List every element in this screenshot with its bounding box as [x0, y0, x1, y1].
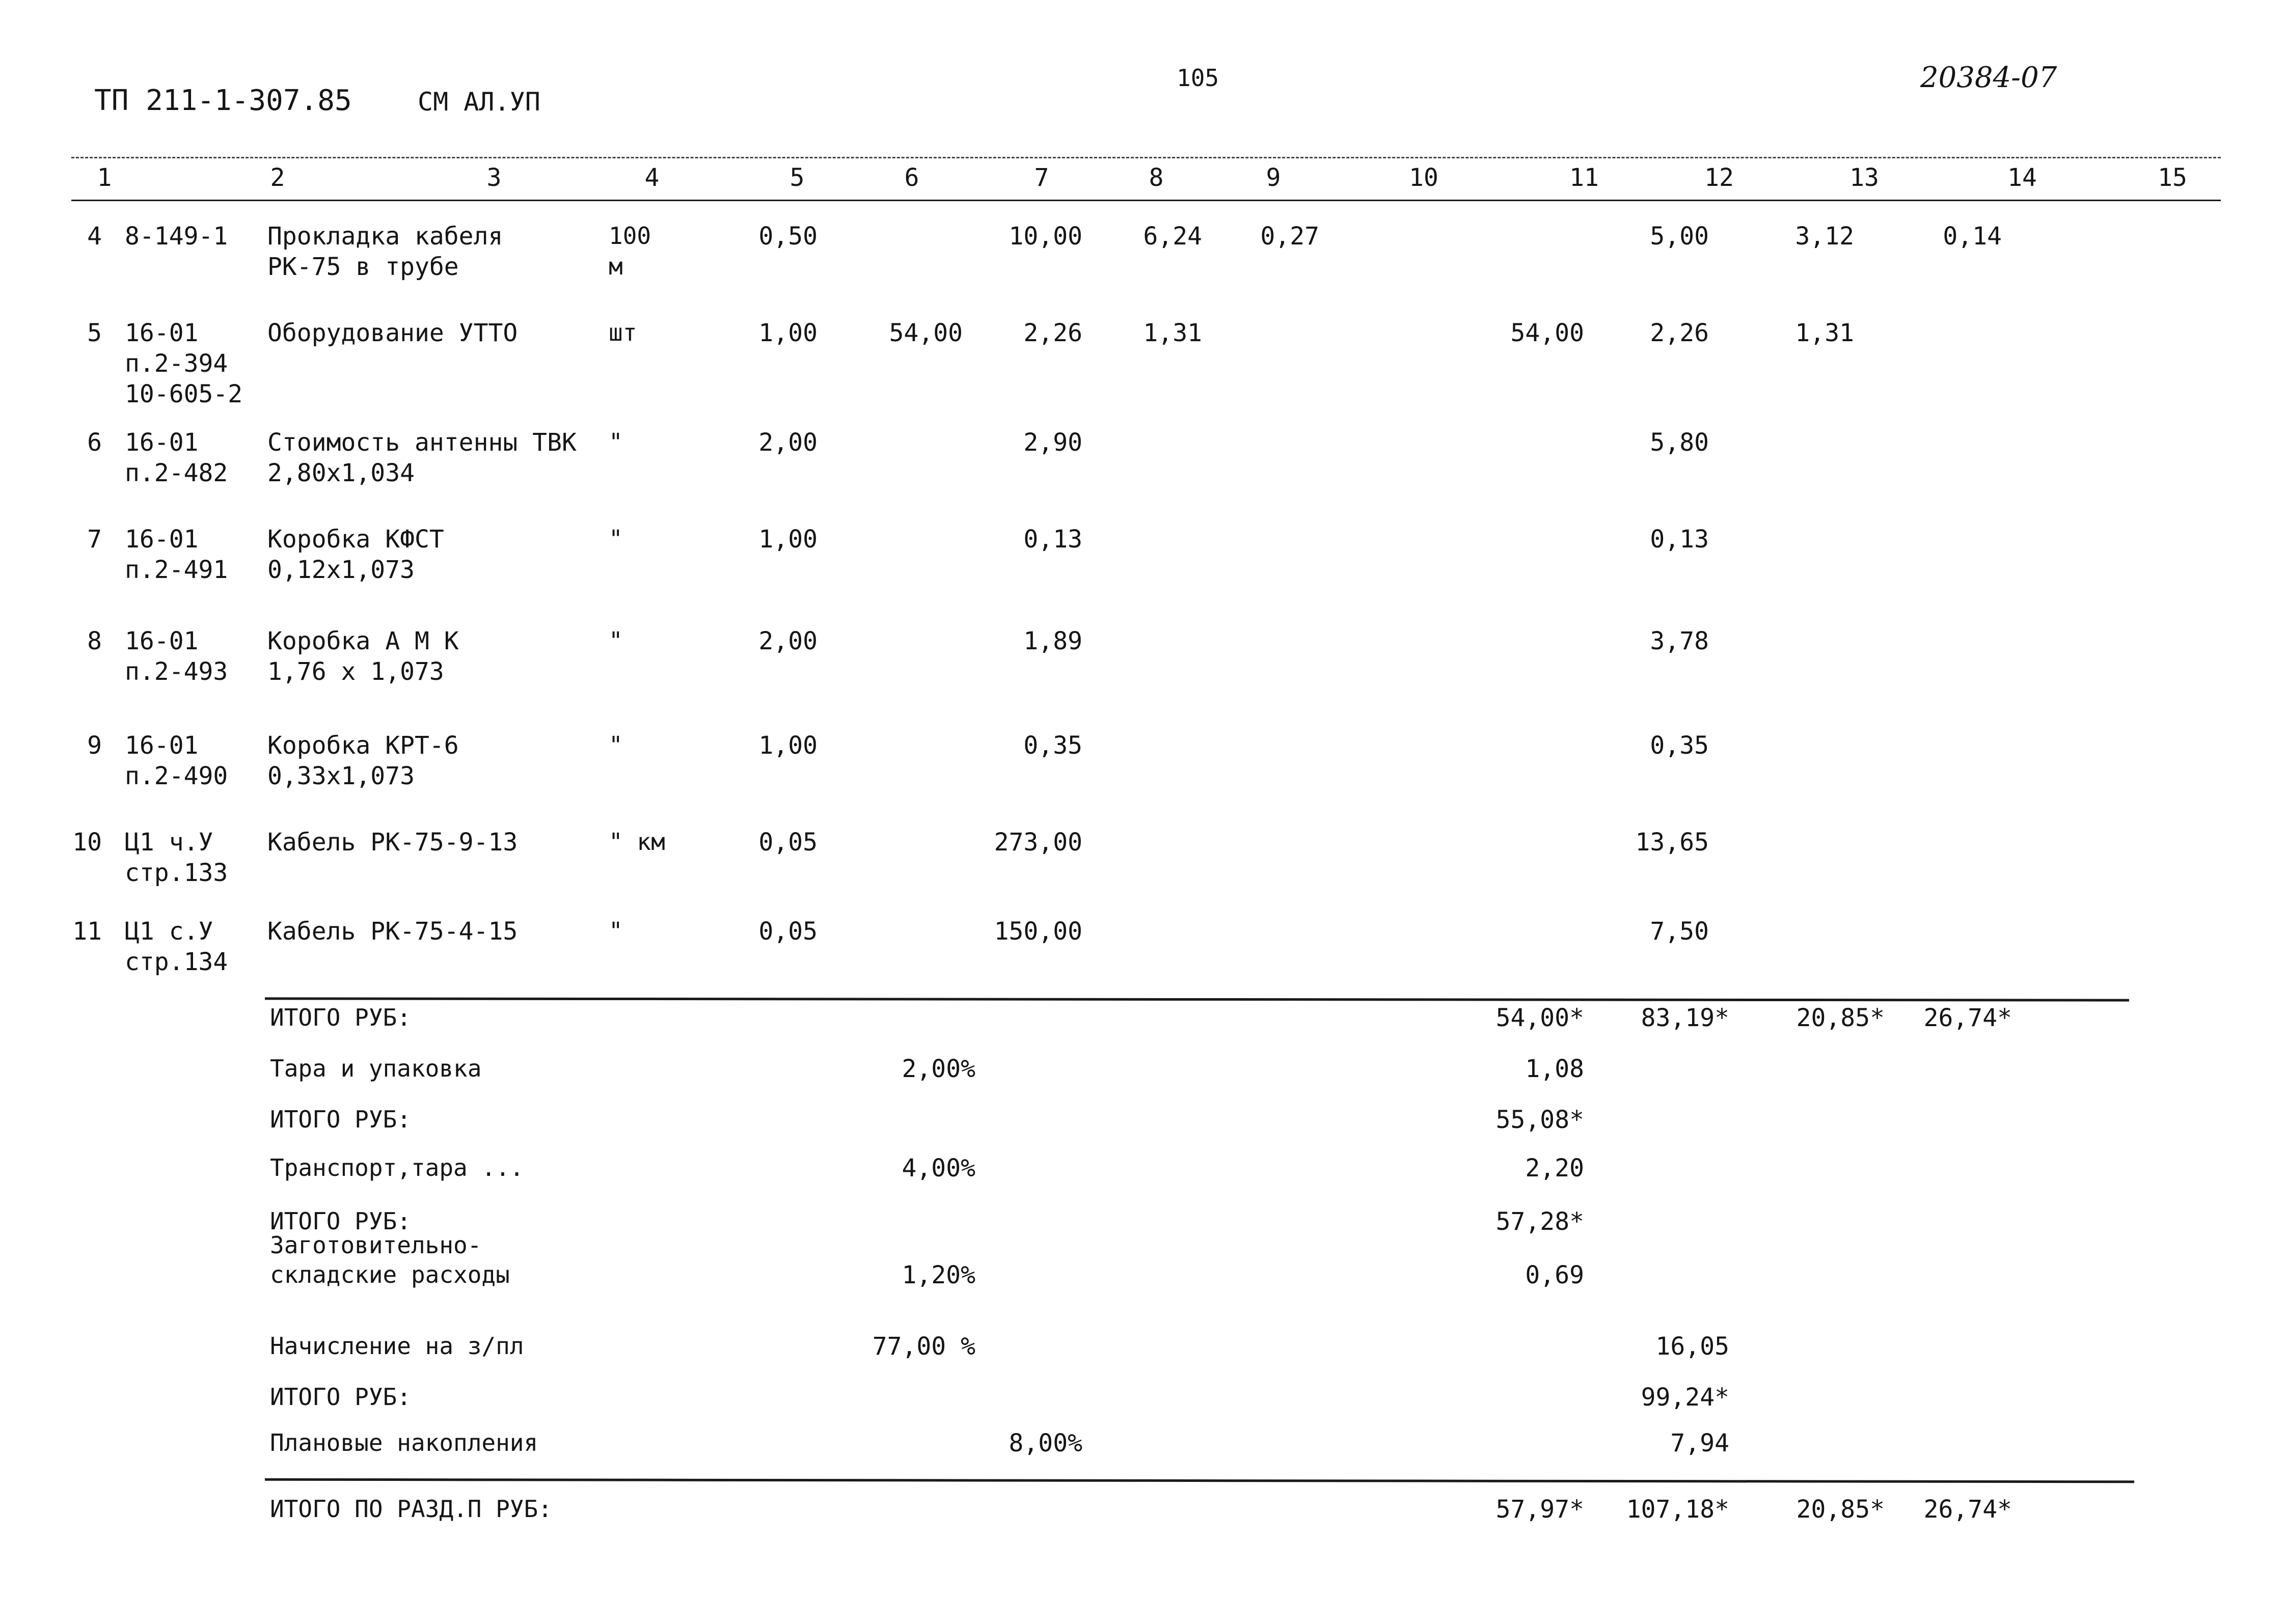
norm-code: п.2-493	[125, 657, 228, 686]
summary-c13: 20,85*	[1796, 1004, 1885, 1032]
summary-c12: 99,24*	[1641, 1383, 1729, 1412]
summary-label: складские расходы	[270, 1261, 510, 1288]
summary-c11: 57,28*	[1495, 1207, 1584, 1236]
norm-code: п.2-394	[125, 349, 228, 378]
unit: " км	[609, 828, 665, 856]
summary-label: Плановые накопления	[270, 1429, 538, 1456]
item-name: Коробка КРТ-6	[267, 731, 459, 760]
cell-c7: 150,00	[994, 917, 1082, 946]
item-name: Прокладка кабеля	[267, 222, 503, 251]
unit: шт	[609, 319, 637, 346]
row-number: 11	[72, 917, 102, 946]
summary-percent: 8,00%	[1009, 1429, 1082, 1457]
summary-c12: 16,05	[1655, 1332, 1729, 1361]
column-header-15: 15	[2158, 163, 2187, 192]
norm-code: 16-01	[125, 319, 199, 347]
cell-c9: 0,27	[1260, 222, 1319, 251]
cell-c13: 1,31	[1795, 319, 1854, 347]
cell-c12: 2,26	[1650, 319, 1709, 347]
summary-c13: 20,85*	[1796, 1495, 1885, 1524]
cell-c5: 0,05	[758, 828, 818, 857]
cell-c7: 10,00	[1009, 222, 1082, 251]
summary-c11: 0,69	[1525, 1261, 1584, 1289]
column-header-14: 14	[2007, 163, 2037, 192]
summary-c11: 57,97*	[1495, 1495, 1584, 1524]
summary-percent: 77,00 %	[872, 1332, 975, 1361]
column-header-6: 6	[904, 163, 919, 192]
summary-c11: 54,00*	[1495, 1004, 1584, 1032]
summary-label: ИТОГО РУБ:	[270, 1383, 411, 1411]
row-number: 9	[87, 731, 102, 760]
summary-label: Тара и упаковка	[270, 1055, 482, 1082]
norm-code: 8-149-1	[125, 222, 228, 251]
cell-c12: 13,65	[1635, 828, 1709, 857]
column-header-3: 3	[486, 163, 502, 192]
cell-c8: 6,24	[1143, 222, 1202, 251]
cell-c5: 1,00	[758, 525, 818, 554]
row-number: 10	[72, 828, 102, 857]
column-header-8: 8	[1149, 163, 1164, 192]
item-name: Коробка А М К	[267, 627, 459, 655]
cell-c13: 3,12	[1795, 222, 1854, 251]
cell-c5: 0,50	[758, 222, 818, 251]
summary-c14: 26,74*	[1923, 1004, 2012, 1032]
item-name: Оборудование УТТО	[267, 319, 518, 347]
summary-c11: 1,08	[1525, 1055, 1584, 1083]
column-header-1: 1	[97, 163, 112, 192]
summary-percent: 2,00%	[902, 1055, 975, 1083]
unit: "	[609, 627, 623, 654]
summary-percent: 1,20%	[902, 1261, 975, 1289]
doc-code: ТП 211-1-307.85	[94, 84, 352, 117]
item-name: Кабель РК-75-9-13	[267, 828, 518, 857]
column-header-10: 10	[1409, 163, 1438, 192]
row-number: 4	[87, 222, 102, 251]
section-total-rule	[265, 1478, 2134, 1483]
subtotal-rule	[265, 997, 2129, 1001]
item-name: 0,33х1,073	[267, 762, 415, 790]
summary-label: Транспорт,тара ...	[270, 1154, 524, 1181]
cell-c5: 0,05	[758, 917, 818, 946]
cell-c5: 1,00	[758, 319, 818, 347]
unit: "	[609, 731, 623, 759]
item-name: Кабель РК-75-4-15	[267, 917, 518, 946]
norm-code: 10-605-2	[125, 380, 243, 408]
cell-c7: 0,35	[1023, 731, 1082, 760]
cell-c5: 1,00	[758, 731, 818, 760]
summary-c12: 7,94	[1670, 1429, 1729, 1457]
header-bottom-line	[71, 200, 2221, 201]
item-name: 1,76 х 1,073	[267, 657, 444, 686]
summary-label: ИТОГО РУБ:	[270, 1106, 411, 1133]
item-name: Стоимость антенны ТВК	[267, 428, 577, 457]
norm-code: Ц1 с.У	[125, 917, 213, 946]
row-number: 5	[87, 319, 102, 347]
cell-c12: 3,78	[1650, 627, 1709, 655]
unit: м	[609, 253, 623, 280]
unit: 100	[609, 222, 651, 250]
page-number: 105	[1177, 64, 1219, 92]
summary-label: Заготовительно-	[270, 1231, 482, 1259]
cell-c12: 0,13	[1650, 525, 1709, 554]
item-name: 2,80х1,034	[267, 459, 415, 487]
summary-c12: 83,19*	[1641, 1004, 1729, 1032]
unit: "	[609, 525, 623, 553]
cell-c12: 7,50	[1650, 917, 1709, 946]
summary-label: ИТОГО РУБ:	[270, 1004, 411, 1031]
norm-code: п.2-490	[125, 762, 228, 790]
album-code: СМ АЛ.УП	[418, 87, 540, 117]
row-number: 7	[87, 525, 102, 554]
inventory-stamp: 20384-07	[1920, 61, 2057, 94]
column-header-13: 13	[1849, 163, 1879, 192]
cell-c7: 1,89	[1023, 627, 1082, 655]
column-header-12: 12	[1704, 163, 1734, 192]
cell-c7: 2,90	[1023, 428, 1082, 457]
cell-c11: 54,00	[1510, 319, 1584, 347]
norm-code: Ц1 ч.У	[125, 828, 213, 857]
norm-code: стр.134	[125, 948, 228, 976]
summary-c14: 26,74*	[1923, 1495, 2012, 1524]
cell-c12: 5,80	[1650, 428, 1709, 457]
norm-code: 16-01	[125, 731, 199, 760]
norm-code: стр.133	[125, 859, 228, 887]
norm-code: 16-01	[125, 525, 199, 554]
cell-c7: 0,13	[1023, 525, 1082, 554]
cell-c12: 0,35	[1650, 731, 1709, 760]
cell-c12: 5,00	[1650, 222, 1709, 251]
summary-c12: 107,18*	[1626, 1495, 1729, 1524]
unit: "	[609, 428, 623, 456]
column-header-5: 5	[790, 163, 805, 192]
row-number: 8	[87, 627, 102, 655]
column-header-2: 2	[270, 163, 285, 192]
item-name: 0,12х1,073	[267, 556, 415, 584]
cell-c7: 2,26	[1023, 319, 1082, 347]
summary-c11: 55,08*	[1495, 1106, 1584, 1134]
summary-label: ИТОГО РУБ:	[270, 1207, 411, 1235]
norm-code: п.2-482	[125, 459, 228, 487]
column-header-7: 7	[1034, 163, 1049, 192]
norm-code: п.2-491	[125, 556, 228, 584]
cell-c5: 2,00	[758, 627, 818, 655]
summary-c11: 2,20	[1525, 1154, 1584, 1182]
row-number: 6	[87, 428, 102, 457]
norm-code: 16-01	[125, 627, 199, 655]
norm-code: 16-01	[125, 428, 199, 457]
cell-c14: 0,14	[1943, 222, 2002, 251]
summary-percent: 4,00%	[902, 1154, 975, 1182]
column-header-4: 4	[644, 163, 660, 192]
summary-label: ИТОГО ПО РАЗД.П РУБ:	[270, 1495, 552, 1523]
cell-c6: 54,00	[889, 319, 963, 347]
cell-c8: 1,31	[1143, 319, 1202, 347]
item-name: РК-75 в трубе	[267, 253, 459, 281]
header-top-line	[71, 157, 2221, 158]
item-name: Коробка КФСТ	[267, 525, 444, 554]
cell-c5: 2,00	[758, 428, 818, 457]
cell-c7: 273,00	[994, 828, 1082, 857]
summary-label: Начисление на з/пл	[270, 1332, 524, 1360]
column-header-9: 9	[1266, 163, 1281, 192]
column-header-11: 11	[1569, 163, 1599, 192]
unit: "	[609, 917, 623, 945]
